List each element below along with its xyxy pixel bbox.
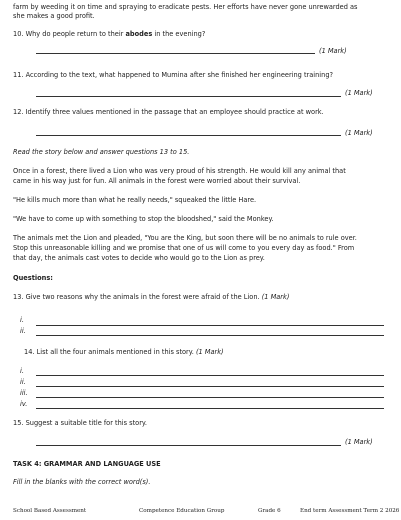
story-p1-line-1: Once in a forest, there lived a Lion who was very proud of his strength. He would kill any animal that [13, 167, 346, 175]
intro-line-1: farm by weeding it on time and spraying to eradicate pests. Her efforts have never gone unrewarded as [13, 3, 358, 11]
question-13: 13. Give two reasons why the animals in the forest were afraid of the Lion. (1 Mark) [13, 293, 290, 301]
question-10-keyword: abodes [125, 30, 153, 38]
q14-roman-iv: iv. [20, 400, 28, 408]
q14-roman-i: i. [20, 367, 24, 375]
mark-12: (1 Mark) [345, 129, 373, 137]
mark-11: (1 Mark) [345, 89, 373, 97]
footer-right: End term Assessment Term 2 2026 [300, 508, 400, 514]
story-p2: "He kills much more than what he really needs," squeaked the little Hare. [13, 196, 257, 204]
q13-roman-i: i. [20, 316, 24, 324]
footer-center-2: Grade 6 [258, 508, 281, 514]
story-p4-line-2: Stop this unreasonable killing and we promise that one of us will come to you every day as food." From [13, 244, 355, 252]
mark-15: (1 Mark) [345, 438, 373, 446]
mark-10: (1 Mark) [319, 47, 347, 55]
story-p3: "We have to come up with something to stop the bloodshed," said the Monkey. [13, 215, 274, 223]
q14-answer-line-iv[interactable] [36, 408, 384, 409]
intro-line-2: she makes a good profit. [13, 12, 95, 20]
questions-heading: Questions: [13, 274, 53, 282]
q14-answer-line-ii[interactable] [36, 386, 384, 387]
task-4-heading: TASK 4: GRAMMAR AND LANGUAGE USE [13, 460, 161, 468]
answer-line-10[interactable] [36, 53, 315, 54]
story-instruction: Read the story below and answer questions 13 to 15. [13, 148, 190, 156]
q14-roman-ii: ii. [20, 378, 26, 386]
q13-roman-ii: ii. [20, 327, 26, 335]
answer-line-15[interactable] [36, 445, 341, 446]
story-p4-line-1: The animals met the Lion and pleaded, "You are the King, but soon there will be no animals to rule over. [13, 234, 357, 242]
q13-answer-line-i[interactable] [36, 325, 384, 326]
q14-answer-line-i[interactable] [36, 375, 384, 376]
footer-center-1: Competence Education Group [139, 508, 225, 514]
task-4-instruction: Fill in the blanks with the correct word(s). [13, 478, 151, 486]
question-12: 12. Identify three values mentioned in the passage that an employee should practice at work. [13, 108, 324, 116]
mark-14: (1 Mark) [195, 348, 224, 356]
footer-left: School Based Assessment [13, 508, 87, 514]
question-15: 15. Suggest a suitable title for this story. [13, 419, 147, 427]
question-14: 14. List all the four animals mentioned in this story. (1 Mark) [24, 348, 224, 356]
q14-roman-iii: iii. [20, 389, 28, 397]
story-p4-line-3: that day, the animals cast votes to decide who would go to the Lion as prey. [13, 254, 265, 262]
answer-line-12[interactable] [36, 135, 341, 136]
q13-answer-line-ii[interactable] [36, 335, 384, 336]
question-10: 10. Why do people return to their abodes in the evening? [13, 30, 206, 38]
q14-answer-line-iii[interactable] [36, 397, 384, 398]
answer-line-11[interactable] [36, 96, 341, 97]
story-p1-line-2: came in his way just for fun. All animals in the forest were worried about their survival. [13, 177, 301, 185]
question-11: 11. According to the text, what happened to Mumina after she finished her engineering training? [13, 71, 333, 79]
mark-13: (1 Mark) [261, 293, 290, 301]
